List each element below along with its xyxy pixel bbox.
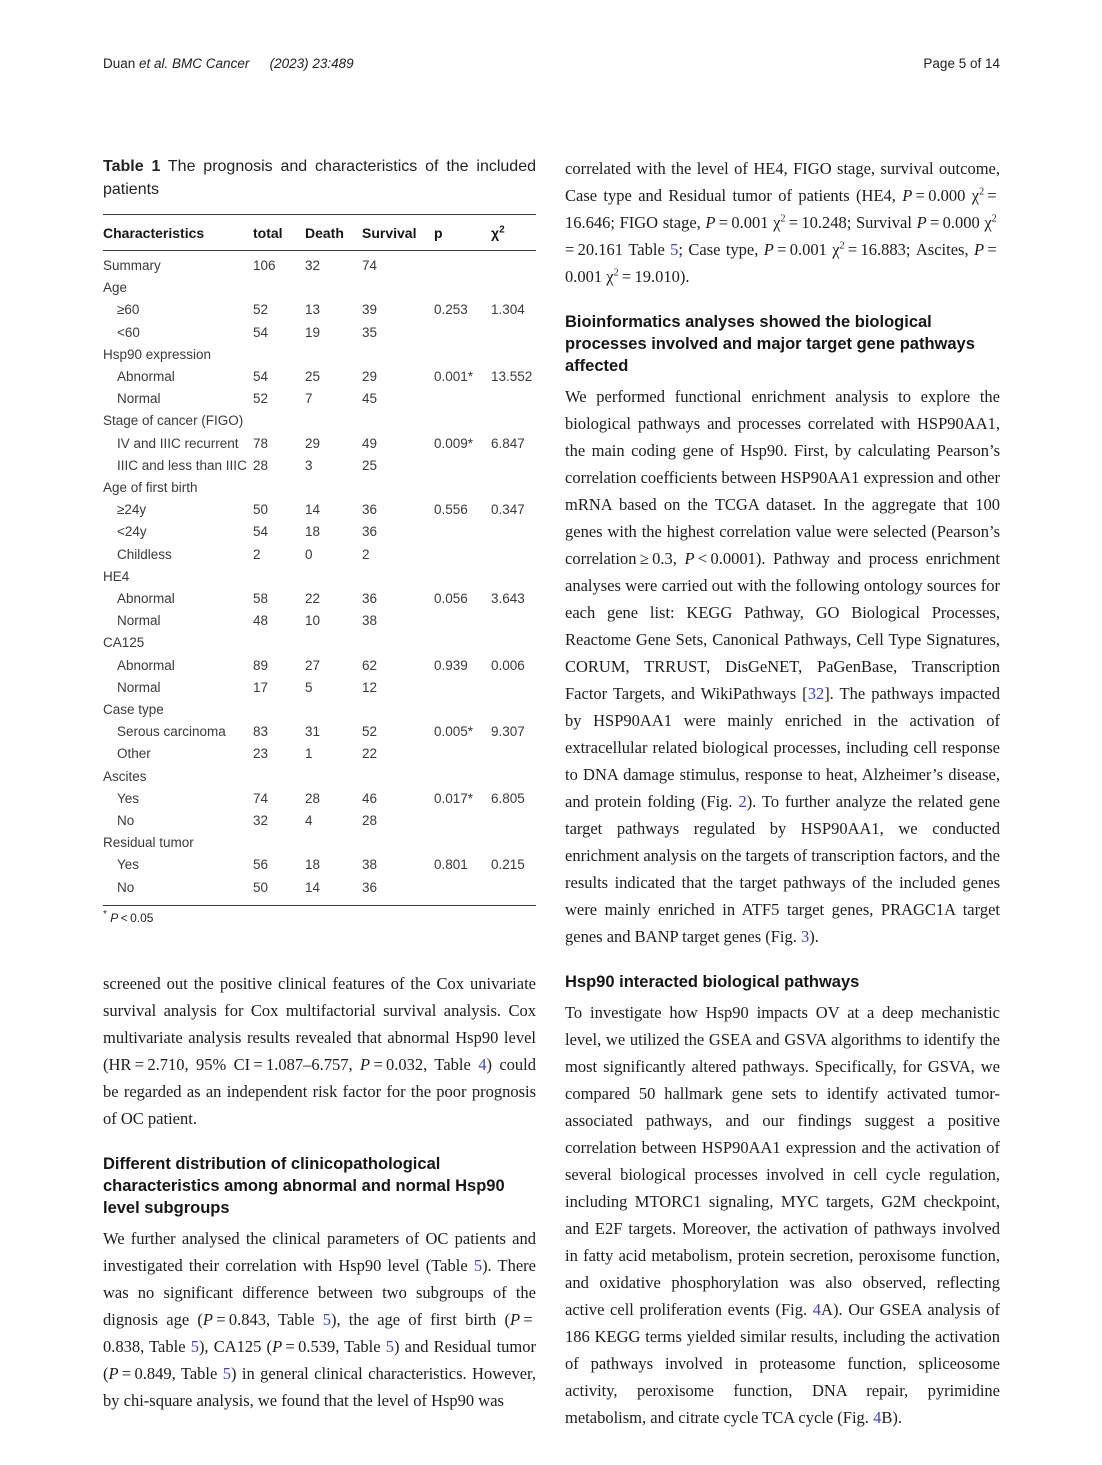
cell-death: 19 bbox=[305, 324, 321, 340]
cell-chi bbox=[491, 477, 536, 499]
cell-death: 31 bbox=[305, 724, 321, 740]
cell-chi bbox=[491, 521, 536, 543]
cell-survival: 36 bbox=[362, 524, 378, 540]
cell-survival bbox=[362, 277, 434, 299]
cell-p: 0.017* bbox=[434, 790, 474, 806]
column-header: Death bbox=[305, 225, 344, 241]
cell-death bbox=[305, 277, 362, 299]
cell-chi bbox=[491, 255, 536, 277]
row-label: Yes bbox=[117, 790, 140, 806]
cell-survival: 62 bbox=[362, 657, 378, 673]
cell-survival: 35 bbox=[362, 324, 378, 340]
ref-link[interactable]: 5 bbox=[385, 1336, 395, 1356]
cell-total: 56 bbox=[253, 857, 269, 873]
paragraph-distribution: We further analysed the clinical parameters of OC patients and investigated their correlation with Hsp90 level (Table 5). There was no significant difference between two subgroups of the dignosis age (P = 0.843, Table 5), the age of first birth (P = 0.838, Table 5), CA125 (P = 0.539, Table 5) and Residual tumor (P = 0.849, Table 5) in general clinical characteristics. However, by chi-square analysis, we found that the level of Hsp90 was bbox=[103, 1228, 537, 1410]
table-row bbox=[103, 699, 536, 721]
cell-total: 52 bbox=[253, 391, 269, 407]
cell-death: 25 bbox=[305, 369, 321, 385]
cell-total: 74 bbox=[253, 790, 269, 806]
cell-survival bbox=[362, 410, 434, 432]
cell-chi bbox=[491, 455, 536, 477]
cell-survival: 46 bbox=[362, 790, 378, 806]
row-label: Stage of cancer (FIGO) bbox=[103, 413, 244, 429]
cell-death: 18 bbox=[305, 524, 321, 540]
cell-survival: 36 bbox=[362, 502, 378, 518]
cell-p bbox=[434, 877, 491, 899]
cell-survival: 22 bbox=[362, 746, 378, 762]
row-label: Case type bbox=[103, 702, 164, 718]
table-1 bbox=[103, 214, 536, 906]
cell-p: 0.556 bbox=[434, 502, 468, 518]
cell-p bbox=[434, 521, 491, 543]
cell-p: 0.056 bbox=[434, 591, 468, 607]
row-label: Age of first birth bbox=[103, 480, 198, 496]
cell-p: 0.253 bbox=[434, 302, 468, 318]
cell-chi: 3.643 bbox=[491, 591, 525, 607]
row-label: Other bbox=[117, 746, 151, 762]
table-row bbox=[103, 877, 536, 899]
cell-survival: 36 bbox=[362, 879, 378, 895]
cell-death: 32 bbox=[305, 258, 321, 273]
column-header: $\chi^2$ bbox=[491, 224, 505, 241]
cell-survival: 28 bbox=[362, 813, 378, 829]
cell-total bbox=[253, 699, 305, 721]
cell-p bbox=[434, 566, 491, 588]
table-row bbox=[103, 410, 536, 432]
cell-total bbox=[253, 832, 305, 854]
cell-chi bbox=[491, 699, 536, 721]
cell-total: 78 bbox=[253, 435, 269, 451]
cell-death bbox=[305, 632, 362, 654]
cell-survival: 49 bbox=[362, 435, 378, 451]
cell-chi bbox=[491, 410, 536, 432]
table-row bbox=[103, 810, 536, 832]
cell-survival: 38 bbox=[362, 613, 378, 629]
row-label: Normal bbox=[117, 679, 161, 695]
row-label: Normal bbox=[117, 613, 161, 629]
cell-p bbox=[434, 677, 491, 699]
column-header: Survival bbox=[362, 225, 417, 241]
cell-chi: 0.215 bbox=[491, 857, 525, 873]
table-row bbox=[103, 344, 536, 366]
ref-link[interactable]: 4 bbox=[478, 1054, 487, 1074]
row-label: IV and IIIC recurrent bbox=[117, 435, 239, 451]
cell-survival bbox=[362, 632, 434, 654]
row-label: HE4 bbox=[103, 568, 130, 584]
cell-death: 7 bbox=[305, 391, 313, 407]
cell-death: 1 bbox=[305, 746, 313, 762]
row-label: Hsp90 expression bbox=[103, 346, 212, 362]
cell-total bbox=[253, 632, 305, 654]
column-header: Characteristics bbox=[103, 225, 205, 241]
row-label: No bbox=[117, 813, 135, 829]
column-header: total bbox=[253, 225, 283, 241]
cell-chi bbox=[491, 566, 536, 588]
cell-p bbox=[434, 455, 491, 477]
table-row bbox=[103, 766, 536, 788]
table-row bbox=[103, 477, 536, 499]
cell-death: 22 bbox=[305, 591, 321, 607]
cell-survival bbox=[362, 766, 434, 788]
cell-survival bbox=[362, 832, 434, 854]
cell-death: 0 bbox=[305, 546, 313, 562]
cell-survival: 74 bbox=[362, 258, 378, 273]
ref-link[interactable]: 4 bbox=[812, 1300, 822, 1319]
cell-p: 0.801 bbox=[434, 857, 468, 873]
cell-chi bbox=[491, 810, 536, 832]
table-row bbox=[103, 610, 536, 632]
cell-total: 32 bbox=[253, 813, 269, 829]
ref-link[interactable]: 32 bbox=[807, 684, 825, 703]
table-footnote: * P < 0.05 bbox=[103, 908, 154, 925]
cell-death bbox=[305, 344, 362, 366]
ref-link[interactable]: 5 bbox=[222, 1363, 231, 1383]
cell-death: 27 bbox=[305, 657, 321, 673]
left-column bbox=[103, 155, 536, 1431]
cell-p bbox=[434, 699, 491, 721]
cell-p: 0.005* bbox=[434, 724, 474, 740]
section-heading-bioinformatics: Bioinformatics analyses showed the biological processes involved and major target gene pathways affected bbox=[565, 313, 975, 375]
table-row bbox=[103, 322, 536, 344]
table-row bbox=[103, 277, 536, 299]
table-row bbox=[103, 566, 536, 588]
cell-survival bbox=[362, 344, 434, 366]
cell-death: 13 bbox=[305, 302, 321, 318]
cell-death: 4 bbox=[305, 813, 313, 829]
cell-total: 54 bbox=[253, 324, 269, 340]
cell-survival: 25 bbox=[362, 457, 378, 473]
cell-death bbox=[305, 566, 362, 588]
page-number: Page 5 of 14 bbox=[923, 56, 1000, 71]
paragraph-enrichment: We performed functional enrichment analysis to explore the biological pathways and processes correlated with HSP90AA1, the main coding gene of Hsp90. First, by calculating Pearson’s correlation coefficients between HSP90AA1 expression and other mRNA based on the TCGA dataset. In the aggregate that 100 genes with the highest correlation value were selected (Pearson’s correlation ≥ 0.3, P < 0.0001). Pathway and process enrichment analyses were carried out with the following ontology sources for each gene list: KEGG Pathway, GO Biological Processes, Reactome Gene Sets, Canonical Pathways, Cell Type Signatures, CORUM, TRRUST, DisGeNET, PaGenBase, Transcription Factor Targets, and WikiPathways [32]. The pathways impacted by HSP90AA1 were mainly enriched in the activation of extracellular related biological processes, including cell response to DNA damage stimulus, response to heat, Alzheimer’s disease, and protein folding (Fig. 2). To further analyze the related gene target pathways regulated by HSP90AA1, we conducted enrichment analysis on the targets of transcription factors, and the results indicated that the target pathways of the included genes were mainly enriched in ATF5 target genes, PRAGC1A target genes and BANP target genes (Fig. 3). bbox=[565, 387, 1001, 946]
cell-death: 14 bbox=[305, 879, 321, 895]
table-row bbox=[103, 854, 536, 876]
cell-total: 28 bbox=[253, 457, 269, 473]
cell-total bbox=[253, 566, 305, 588]
cell-p bbox=[434, 766, 491, 788]
cell-total: 54 bbox=[253, 524, 269, 540]
column-header: p bbox=[434, 225, 443, 241]
table-row bbox=[103, 655, 536, 677]
table-title: Table 1 The prognosis and characteristics of the included patients bbox=[103, 158, 536, 198]
table-row bbox=[103, 588, 536, 610]
row-label: CA125 bbox=[103, 635, 145, 651]
cell-p bbox=[434, 743, 491, 765]
cell-death bbox=[305, 766, 362, 788]
row-label: ≥24y bbox=[117, 502, 147, 518]
cell-p bbox=[434, 322, 491, 344]
table-row bbox=[103, 743, 536, 765]
cell-chi: 0.347 bbox=[491, 502, 525, 518]
cell-death bbox=[305, 477, 362, 499]
cell-p bbox=[434, 255, 491, 277]
table-header-row bbox=[103, 215, 536, 251]
cell-p bbox=[434, 632, 491, 654]
cell-total: 106 bbox=[253, 258, 276, 273]
cell-survival: 45 bbox=[362, 391, 378, 407]
page-header bbox=[103, 56, 1000, 71]
row-label: Serous carcinoma bbox=[117, 724, 226, 740]
cell-total: 50 bbox=[253, 502, 269, 518]
row-label: Yes bbox=[117, 857, 140, 873]
row-label: Ascites bbox=[103, 768, 147, 784]
ref-link[interactable]: 3 bbox=[801, 927, 810, 946]
row-label: ≥60 bbox=[117, 302, 140, 318]
cell-chi: 13.552 bbox=[491, 369, 533, 385]
cell-total bbox=[253, 277, 305, 299]
cell-death: 18 bbox=[305, 857, 321, 873]
row-label: Summary bbox=[103, 258, 161, 273]
cell-death: 5 bbox=[305, 679, 313, 695]
paragraph-cox-analysis: screened out the positive clinical features of the Cox univariate survival analysis for Cox multifactorial survival analysis. Cox multivariate analysis results revealed that abnormal Hsp90 level (HR = 2.710, 95% CI = 1.087–6.757, P = 0.032, Table 4) could be regarded as an independent risk factor for the poor prognosis of OC patient. bbox=[103, 973, 536, 1128]
cell-survival: 39 bbox=[362, 302, 378, 318]
ref-link[interactable]: 5 bbox=[473, 1255, 483, 1275]
cell-chi bbox=[491, 677, 536, 699]
paragraph-correlation: correlated with the level of HE4, FIGO stage, survival outcome, Case type and Residual tumor of patients (HE4, P = 0.000 $\chi^2 = 16.646$; FIGO stage, P = 0.001 $\chi^2 = 10.248$; Survival P = 0.000 $\chi^2 = 20.161$ Table 5; Case type, P = 0.001 $\chi^2 = 16.883$; Ascites, P = 0.001 $\chi^2 = 19.010$). bbox=[565, 159, 1000, 286]
table-row bbox=[103, 388, 536, 410]
table-row bbox=[103, 455, 536, 477]
cell-chi: 6.805 bbox=[491, 790, 525, 806]
cell-death bbox=[305, 699, 362, 721]
table-row bbox=[103, 299, 536, 321]
row-label: <60 bbox=[117, 324, 140, 340]
cell-total: 58 bbox=[253, 591, 269, 607]
cell-p bbox=[434, 810, 491, 832]
cell-death: 10 bbox=[305, 613, 321, 629]
cell-chi bbox=[491, 388, 536, 410]
section-heading-pathways: Hsp90 interacted biological pathways bbox=[565, 973, 860, 991]
cell-total: 52 bbox=[253, 302, 269, 318]
table-row bbox=[103, 499, 536, 521]
cell-p bbox=[434, 544, 491, 566]
cell-survival: 2 bbox=[362, 546, 370, 562]
cell-total: 48 bbox=[253, 613, 269, 629]
ref-link[interactable]: 5 bbox=[322, 1309, 331, 1329]
cell-total: 54 bbox=[253, 369, 269, 385]
row-label: IIIC and less than IIIC bbox=[117, 457, 247, 473]
row-label: Age bbox=[103, 280, 128, 296]
table-row bbox=[103, 788, 536, 810]
ref-link[interactable]: 2 bbox=[738, 792, 747, 811]
table-row bbox=[103, 544, 536, 566]
table-row bbox=[103, 677, 536, 699]
cell-chi: 9.307 bbox=[491, 724, 525, 740]
cell-chi: 6.847 bbox=[491, 435, 525, 451]
cell-p bbox=[434, 277, 491, 299]
cell-survival: 12 bbox=[362, 679, 378, 695]
cell-death bbox=[305, 410, 362, 432]
cell-chi bbox=[491, 832, 536, 854]
ref-link[interactable]: 4 bbox=[873, 1408, 882, 1427]
section-heading-distribution: Different distribution of clinicopathological characteristics among abnormal and normal Hsp90 level subgroups bbox=[103, 1154, 505, 1217]
cell-p bbox=[434, 388, 491, 410]
cell-chi bbox=[491, 544, 536, 566]
cell-p bbox=[434, 477, 491, 499]
cell-survival: 52 bbox=[362, 724, 378, 740]
cell-chi bbox=[491, 632, 536, 654]
row-label: Normal bbox=[117, 391, 161, 407]
cell-p bbox=[434, 832, 491, 854]
cell-death: 29 bbox=[305, 435, 321, 451]
cell-death bbox=[305, 832, 362, 854]
ref-link[interactable]: 5 bbox=[190, 1336, 199, 1356]
cell-chi bbox=[491, 610, 536, 632]
table-row bbox=[103, 632, 536, 654]
cell-total: 50 bbox=[253, 879, 269, 895]
cell-survival: 29 bbox=[362, 369, 378, 385]
cell-total: 2 bbox=[253, 546, 261, 562]
two-column-layout bbox=[103, 155, 1000, 1431]
cell-death: 3 bbox=[305, 457, 313, 473]
cell-chi bbox=[491, 877, 536, 899]
table-row bbox=[103, 832, 536, 854]
table-row bbox=[103, 255, 536, 277]
table-row bbox=[103, 366, 536, 388]
cell-total bbox=[253, 410, 305, 432]
right-column bbox=[565, 155, 1000, 1431]
cell-p: 0.009* bbox=[434, 435, 474, 451]
row-label: Childless bbox=[117, 546, 172, 562]
table-body bbox=[103, 251, 536, 906]
cell-total bbox=[253, 477, 305, 499]
cell-survival bbox=[362, 477, 434, 499]
cell-death: 14 bbox=[305, 502, 321, 518]
ref-link[interactable]: 5 bbox=[670, 240, 679, 259]
cell-p bbox=[434, 410, 491, 432]
paragraph-gsea-gsva: To investigate how Hsp90 impacts OV at a deep mechanistic level, we utilized the GSEA and GSVA algorithms to identify the most significantly altered pathways. Specifically, for GSVA, we compared 50 hallmark gene sets to identify activated tumor-associated pathways, and our findings suggest a positive correlation between HSP90AA1 expression and the activation of several biological processes involved in cell cycle regulation, including MTORC1 signaling, MYC targets, G2M checkpoint, and E2F targets. Moreover, the activation of pathways involved in fatty acid metabolism, protein secretion, peroxisome function, and oxidative phosphorylation was also observed, reflecting active cell proliferation events (Fig. 4A). Our GSEA analysis of 186 KEGG terms yielded similar results, including the activation of pathways involved in proteasome function, spliceosome activity, peroxisome function, DNA repair, pyrimidine metabolism, and citrate cycle TCA cycle (Fig. 4B). bbox=[565, 1003, 1000, 1427]
cell-total: 23 bbox=[253, 746, 269, 762]
cell-chi bbox=[491, 277, 536, 299]
table-row bbox=[103, 721, 536, 743]
cell-chi bbox=[491, 766, 536, 788]
table-row bbox=[103, 433, 536, 455]
cell-chi bbox=[491, 743, 536, 765]
cell-p bbox=[434, 610, 491, 632]
row-label: Abnormal bbox=[117, 369, 175, 385]
row-label: <24y bbox=[117, 524, 147, 540]
row-label: No bbox=[117, 879, 135, 895]
cell-chi bbox=[491, 344, 536, 366]
cell-survival: 38 bbox=[362, 857, 378, 873]
cell-total: 17 bbox=[253, 679, 269, 695]
cell-chi: 1.304 bbox=[491, 302, 525, 318]
cell-p: 0.939 bbox=[434, 657, 468, 673]
cell-survival: 36 bbox=[362, 591, 378, 607]
cell-total bbox=[253, 766, 305, 788]
cell-survival bbox=[362, 699, 434, 721]
running-head: Duan et al. BMC Cancer (2023) 23:489 bbox=[103, 56, 354, 71]
table-row bbox=[103, 521, 536, 543]
cell-survival bbox=[362, 566, 434, 588]
cell-total: 89 bbox=[253, 657, 269, 673]
cell-total: 83 bbox=[253, 724, 269, 740]
cell-chi bbox=[491, 322, 536, 344]
cell-death: 28 bbox=[305, 790, 321, 806]
row-label: Abnormal bbox=[117, 591, 175, 607]
row-label: Residual tumor bbox=[103, 835, 194, 851]
cell-p: 0.001* bbox=[434, 369, 474, 385]
cell-total bbox=[253, 344, 305, 366]
row-label: Abnormal bbox=[117, 657, 175, 673]
cell-p bbox=[434, 344, 491, 366]
cell-chi: 0.006 bbox=[491, 657, 525, 673]
